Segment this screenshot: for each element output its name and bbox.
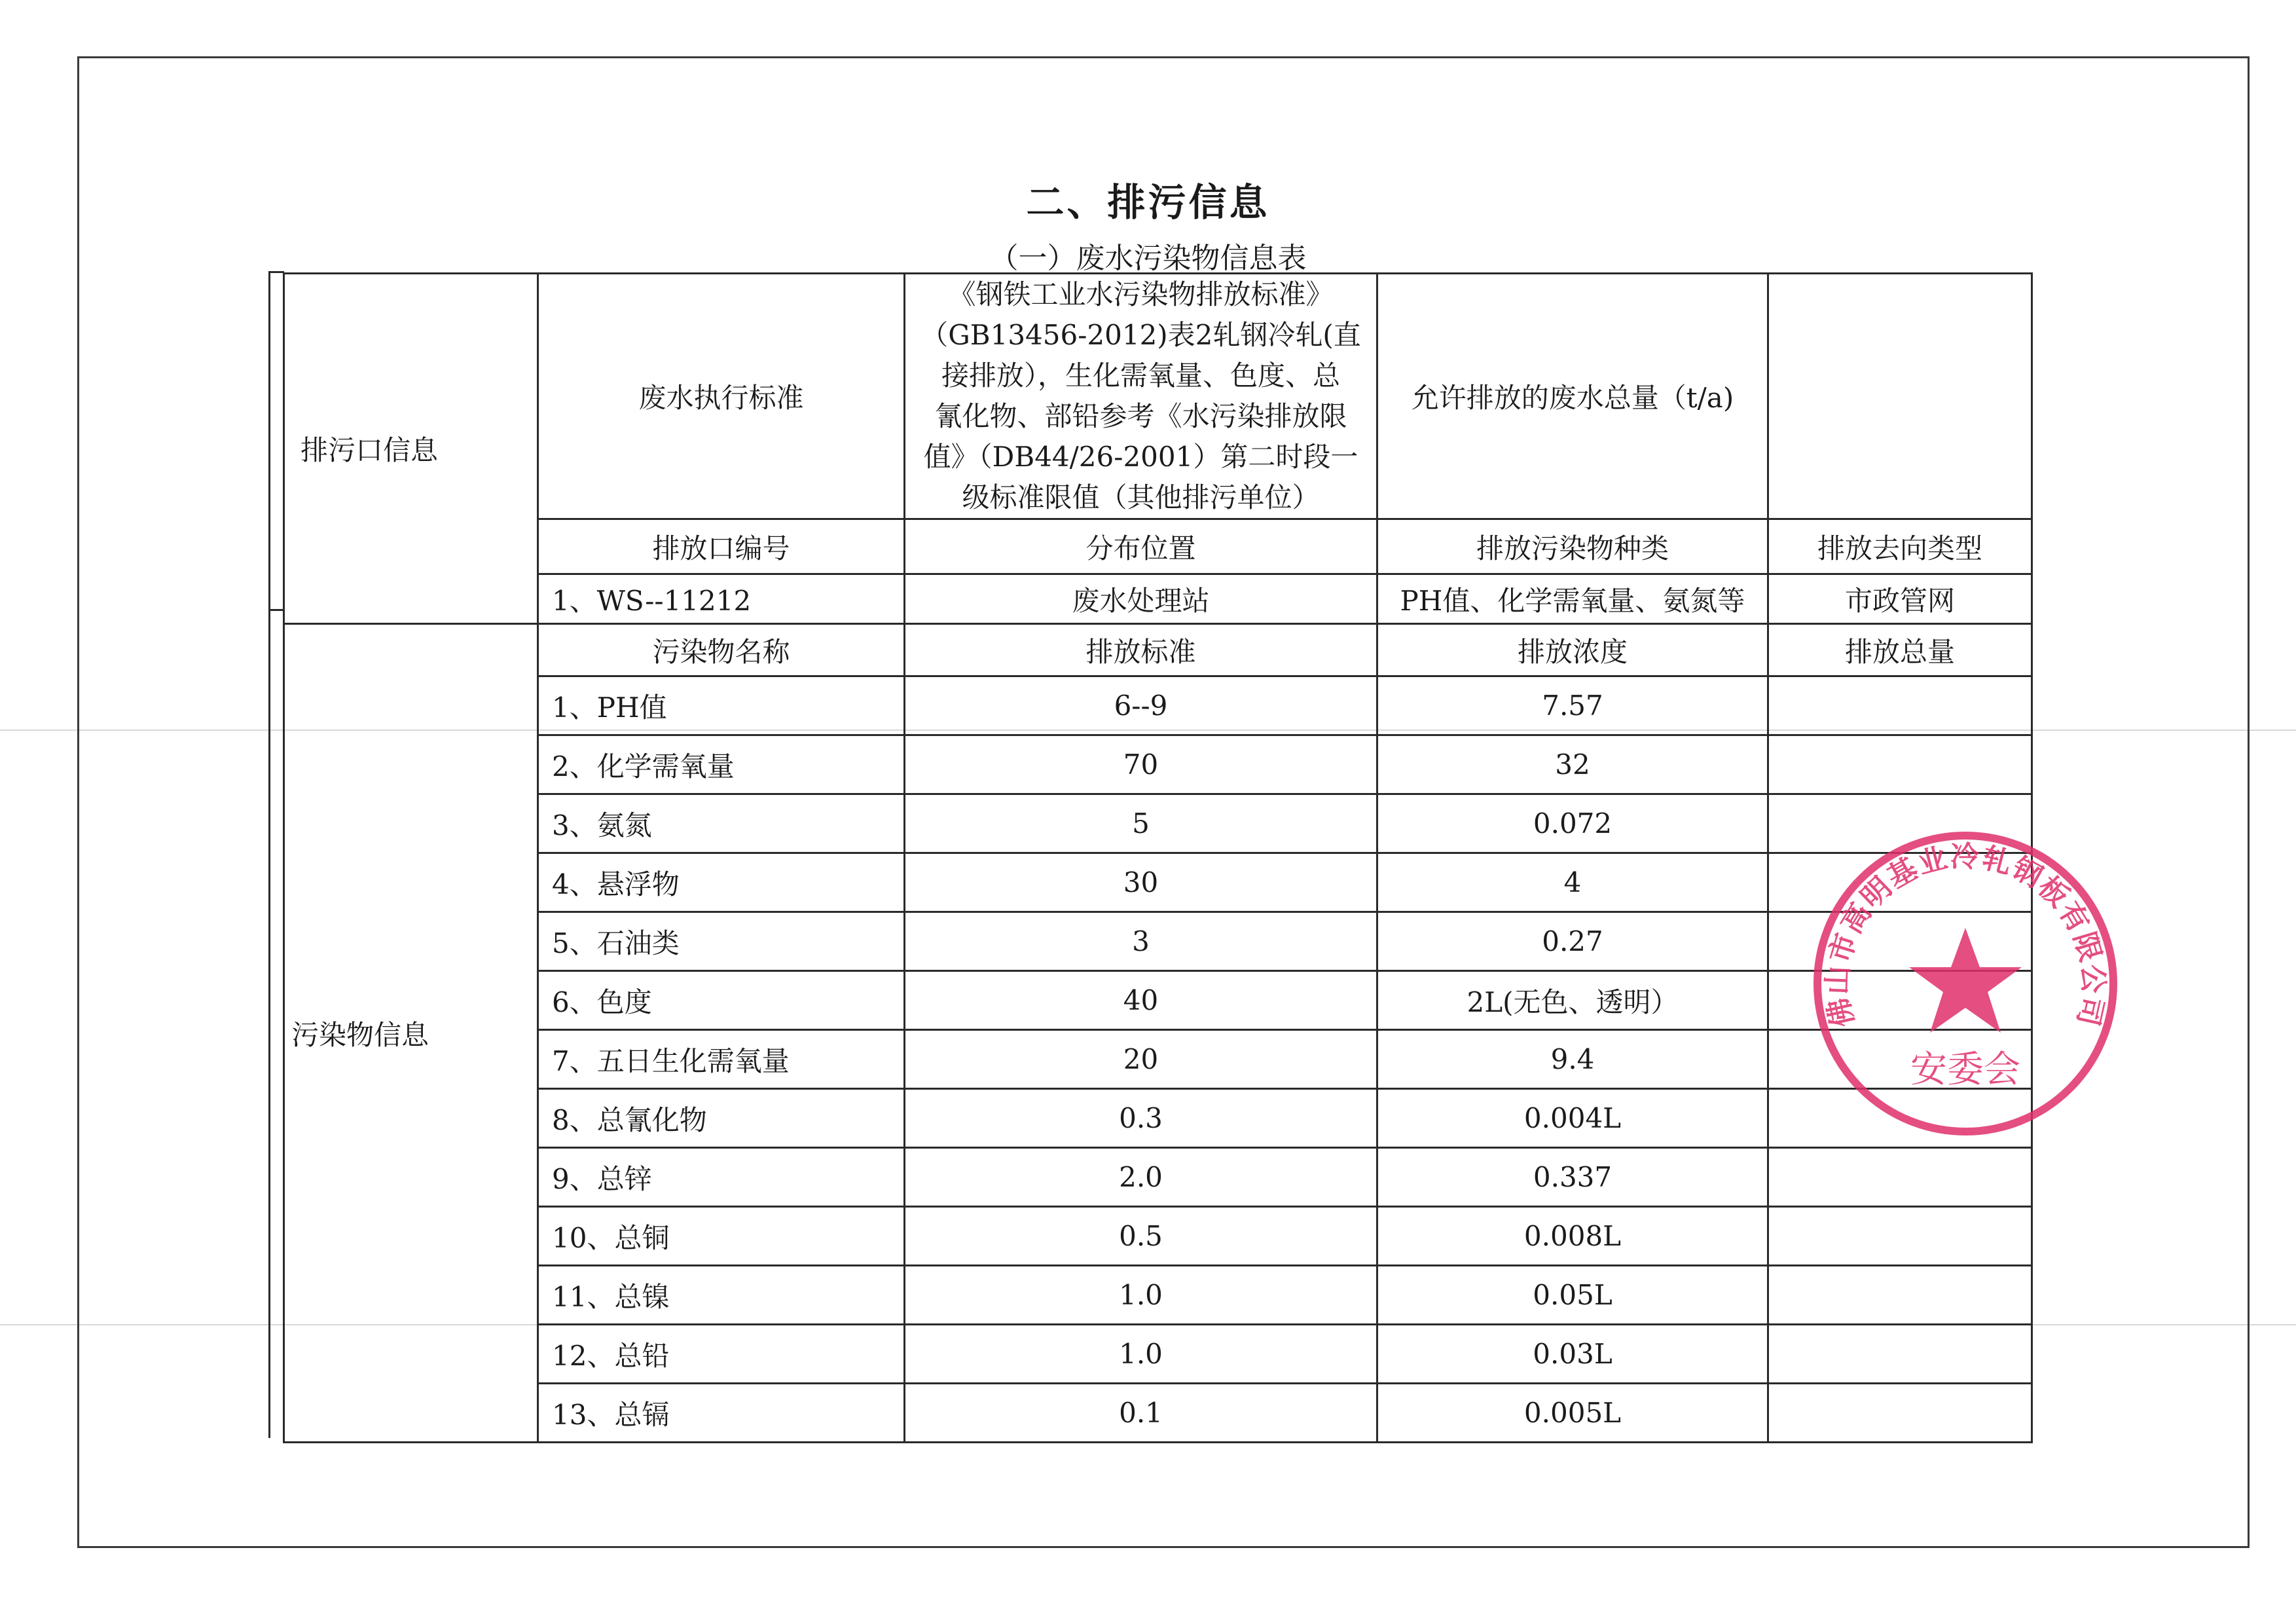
pollutant-name: 12、总铅 [538, 1325, 905, 1384]
pollutant-row [284, 1325, 2032, 1384]
allowed-total-label-cell [1377, 274, 1768, 519]
pollutant-concentration: 0.03L [1377, 1325, 1768, 1384]
left-column-border [268, 271, 270, 1438]
outlet-data-cell: 1、WS--11212 [538, 574, 905, 624]
pollutant-concentration: 0.05L [1377, 1266, 1768, 1325]
standard-line: 接排放），生化需氧量、色度、总 [941, 360, 1340, 392]
pollutant-total [1768, 676, 2032, 735]
wastewater-table [283, 272, 2033, 1443]
outlet-header-cell: 排放污染物种类 [1377, 519, 1768, 574]
standard-line: （GB13456-2012)表2轧钢冷轧(直 [920, 319, 1361, 351]
pollutant-row [284, 1148, 2032, 1207]
pollutant-standard: 20 [905, 1030, 1377, 1089]
pollutant-total [1768, 1148, 2032, 1207]
standard-line: 值》（DB44/26-2001）第二时段一 [923, 441, 1358, 473]
standard-line: 氰化物、部铅参考《水污染排放限 [934, 400, 1347, 432]
allowed-total-value-cell [1768, 274, 2032, 519]
pollutant-total [1768, 735, 2032, 794]
pollutant-name: 2、化学需氧量 [538, 735, 905, 794]
pollutant-row [284, 735, 2032, 794]
pollutant-total [1768, 1266, 2032, 1325]
pollutant-row [284, 912, 2032, 971]
left-column-top-border [268, 271, 284, 273]
pollutant-concentration: 7.57 [1377, 676, 1768, 735]
pollutant-row [284, 794, 2032, 853]
pollutant-concentration: 0.337 [1377, 1148, 1768, 1207]
pollutant-standard: 6--9 [905, 676, 1377, 735]
pollutant-standard: 70 [905, 735, 1377, 794]
pollutant-standard: 0.1 [905, 1384, 1377, 1443]
pollutant-concentration: 0.27 [1377, 912, 1768, 971]
standard-label: 废水执行标准 [638, 382, 804, 414]
outlet-data-cell: PH值、化学需氧量、氨氮等 [1377, 574, 1768, 624]
seal-arc-text: 佛山市高明基业冷轧钢板有限公司 [1821, 840, 2110, 1031]
seal-bottom-text: 安委会 [1910, 1048, 2020, 1091]
pollutant-concentration: 4 [1377, 853, 1768, 912]
pollutant-name: 13、总镉 [538, 1384, 905, 1443]
pollutant-name: 6、色度 [538, 971, 905, 1030]
pollutant-info-text: 污染物信息 [291, 1018, 429, 1051]
pollutant-name: 7、五日生化需氧量 [538, 1030, 905, 1089]
pollutant-name: 8、总氰化物 [538, 1089, 905, 1148]
pollutant-standard: 1.0 [905, 1325, 1377, 1384]
pollutant-header-cell: 污染物名称 [538, 624, 905, 676]
pollutant-concentration: 0.008L [1377, 1207, 1768, 1266]
pollutant-header-cell: 排放标准 [905, 624, 1377, 676]
pollutant-concentration: 32 [1377, 735, 1768, 794]
pollutant-standard: 30 [905, 853, 1377, 912]
pollutant-name: 9、总锌 [538, 1148, 905, 1207]
pollutant-concentration: 0.072 [1377, 794, 1768, 853]
outlet-header-cell: 排放去向类型 [1768, 519, 2032, 574]
standard-line: 《钢铁工业水污染物排放标准》 [948, 278, 1334, 310]
pollutant-header-cell: 排放总量 [1768, 624, 2032, 676]
pollutant-name: 3、氨氮 [538, 794, 905, 853]
pollutant-standard: 0.3 [905, 1089, 1377, 1148]
outlet-header-cell: 排放口编号 [538, 519, 905, 574]
pollutant-row [284, 971, 2032, 1030]
pollutant-row [284, 1266, 2032, 1325]
pollutant-concentration: 0.005L [1377, 1384, 1768, 1443]
pollutant-standard: 0.5 [905, 1207, 1377, 1266]
pollutant-concentration: 0.004L [1377, 1089, 1768, 1148]
pollutant-row [284, 1030, 2032, 1089]
pollutant-standard: 5 [905, 794, 1377, 853]
page-title: 二、排污信息 [1026, 180, 1270, 225]
pollutant-row [284, 853, 2032, 912]
company-seal-icon [1808, 826, 2123, 1141]
outlet-data-cell: 废水处理站 [905, 574, 1377, 624]
pollutant-total [1768, 1384, 2032, 1443]
pollutant-concentration: 2L(无色、透明） [1377, 971, 1768, 1030]
pollutant-header-cell: 排放浓度 [1377, 624, 1768, 676]
standard-line: 级标准限值（其他排污单位） [962, 481, 1320, 513]
pollutant-name: 1、PH值 [538, 676, 905, 735]
pollutant-row [284, 676, 2032, 735]
outlet-info-label [284, 274, 538, 624]
left-column-divider [268, 609, 284, 611]
pollutant-name: 10、总铜 [538, 1207, 905, 1266]
pollutant-concentration: 9.4 [1377, 1030, 1768, 1089]
outlet-data-cell: 市政管网 [1768, 574, 2032, 624]
pollutant-total [1768, 1207, 2032, 1266]
pollutant-name: 5、石油类 [538, 912, 905, 971]
outlet-header-cell: 分布位置 [905, 519, 1377, 574]
pollutant-total [1768, 1325, 2032, 1384]
table-subtitle: （一）废水污染物信息表 [989, 242, 1307, 275]
pollutant-info-label [284, 624, 538, 1443]
pollutant-row [284, 1207, 2032, 1266]
pollutant-standard: 3 [905, 912, 1377, 971]
pollutant-name: 11、总镍 [538, 1266, 905, 1325]
pollutant-standard: 40 [905, 971, 1377, 1030]
allowed-total-label: 允许排放的废水总量（t/a) [1411, 382, 1734, 414]
standard-text-cell [905, 274, 1377, 519]
pollutant-row [284, 1384, 2032, 1443]
outlet-info-text: 排污口信息 [301, 434, 439, 466]
standard-label-cell [538, 274, 905, 519]
pollutant-name: 4、悬浮物 [538, 853, 905, 912]
pollutant-row [284, 1089, 2032, 1148]
pollutant-standard: 2.0 [905, 1148, 1377, 1207]
pollutant-standard: 1.0 [905, 1266, 1377, 1325]
